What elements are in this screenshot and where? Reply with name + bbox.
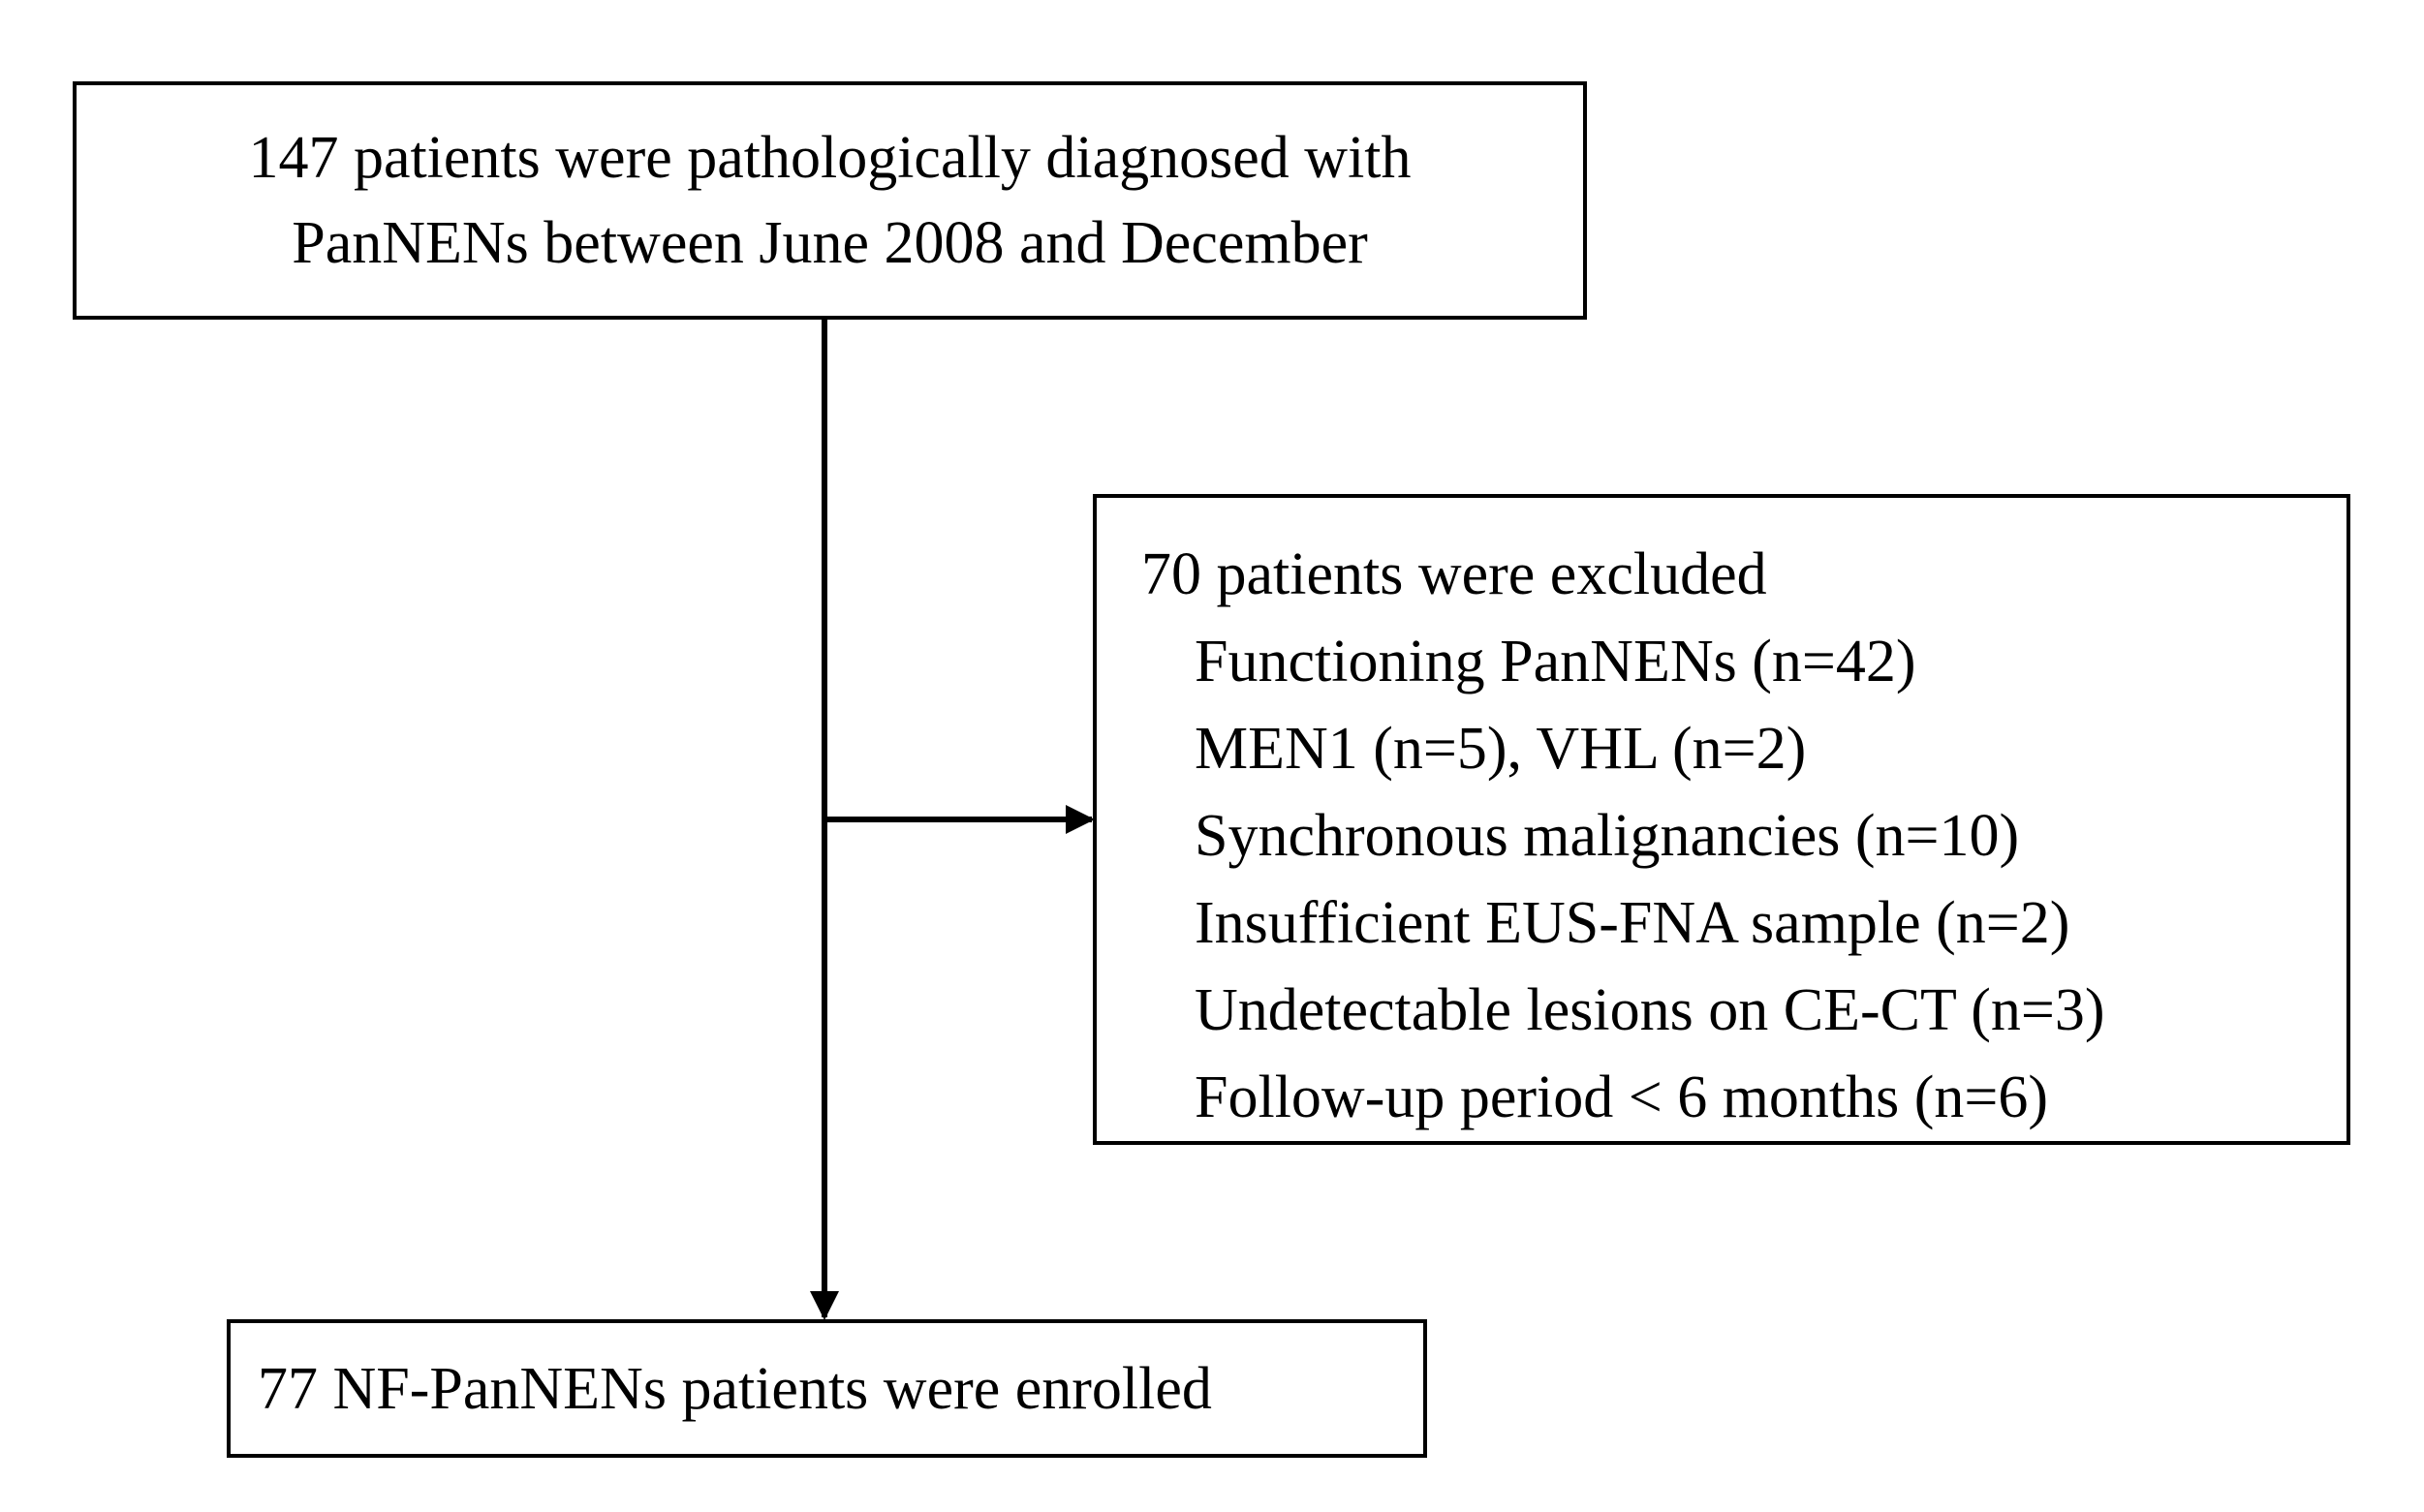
- exclusion-box: [1093, 494, 2350, 1145]
- enrolled-text: 77 NF-PanNENs patients were enrolled: [258, 1355, 1212, 1422]
- exclusion-item: Follow-up period < 6 months (n=6): [1195, 1065, 2049, 1130]
- exclusion-heading: 70 patients were excluded: [1141, 541, 1767, 607]
- screening-line-2: PanNENs between June 2008 and December: [292, 210, 1368, 276]
- enrolled-box: [227, 1319, 1427, 1458]
- exclusion-item: Functioning PanNENs (n=42): [1195, 629, 1916, 694]
- exclusion-item: Undetectable lesions on CE-CT (n=3): [1195, 977, 2105, 1043]
- screening-line-1: 147 patients were pathologically diagnosed with: [248, 125, 1412, 191]
- exclusion-item: Synchronous malignancies (n=10): [1195, 803, 2020, 869]
- exclusion-item: MEN1 (n=5), VHL (n=2): [1195, 716, 1807, 782]
- exclusion-item: Insufficient EUS-FNA sample (n=2): [1195, 890, 2070, 956]
- screening-box: [73, 81, 1587, 320]
